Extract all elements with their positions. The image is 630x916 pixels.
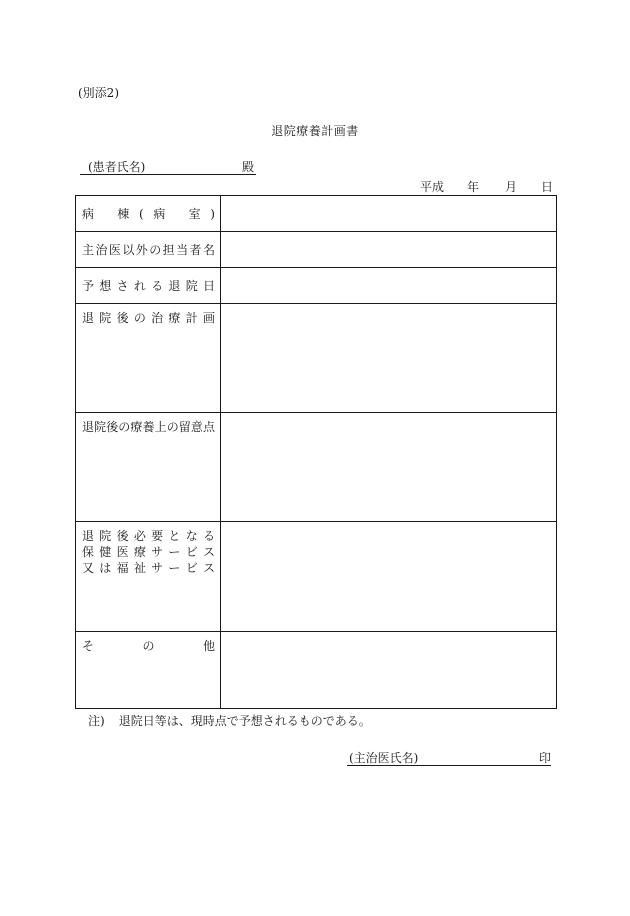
footnote-mark: 注)	[88, 714, 105, 728]
physician-name-line	[347, 749, 551, 766]
date-year: 年	[467, 180, 480, 194]
physician-seal-mark: 印	[538, 751, 551, 765]
discharge-plan-table	[75, 195, 557, 709]
row-treatment-plan-label	[76, 304, 221, 412]
row-discharge-date-label	[76, 268, 221, 303]
row-other-label	[76, 632, 221, 708]
patient-honorific: 殿	[241, 160, 254, 174]
row-services-label-line-3: 又は福祉サービス	[82, 561, 215, 575]
footnote	[88, 712, 371, 729]
patient-name-label: (患者氏名)	[88, 160, 146, 174]
row-staff-label	[76, 232, 221, 267]
row-services	[76, 522, 556, 632]
row-services-field[interactable]	[221, 522, 556, 631]
row-treatment-plan	[76, 304, 556, 413]
row-discharge-date-field[interactable]	[221, 268, 556, 303]
row-treatment-plan-label-text: 退院後の治療計画	[82, 311, 215, 325]
footnote-text: 退院日等は、現時点で予想されるものである。	[118, 714, 371, 728]
row-services-label	[76, 522, 221, 631]
row-care-notes	[76, 413, 556, 522]
date-day: 日	[541, 180, 554, 194]
date-era: 平成	[420, 180, 445, 194]
row-care-notes-field[interactable]	[221, 413, 556, 521]
row-ward-label-text: 病 棟(病 室)	[82, 206, 215, 221]
row-care-notes-label-text: 退院後の療養上の留意点	[82, 420, 215, 434]
row-other-label-text: そ の 他	[82, 639, 215, 653]
row-care-notes-label	[76, 413, 221, 521]
row-services-label-line-1: 退院後必要となる	[82, 529, 215, 543]
patient-name-line	[80, 158, 256, 175]
row-ward-field[interactable]	[221, 196, 556, 231]
row-discharge-date-label-text: 予想される退院日	[82, 278, 215, 293]
date-month: 月	[505, 180, 518, 194]
attachment-label: (別添2)	[78, 86, 119, 100]
row-services-label-line-2: 保健医療サービス	[82, 545, 215, 559]
row-other	[76, 632, 556, 708]
row-other-field[interactable]	[221, 632, 556, 708]
row-ward	[76, 196, 556, 232]
date-row	[420, 178, 552, 194]
row-treatment-plan-field[interactable]	[221, 304, 556, 412]
row-staff-field[interactable]	[221, 232, 556, 267]
physician-name-label: (主治医氏名)	[349, 751, 419, 765]
row-discharge-date	[76, 268, 556, 304]
row-staff-label-text: 主治医以外の担当者名	[82, 242, 215, 257]
row-ward-label	[76, 196, 221, 231]
document-title: 退院療養計画書	[271, 124, 359, 138]
row-staff	[76, 232, 556, 268]
